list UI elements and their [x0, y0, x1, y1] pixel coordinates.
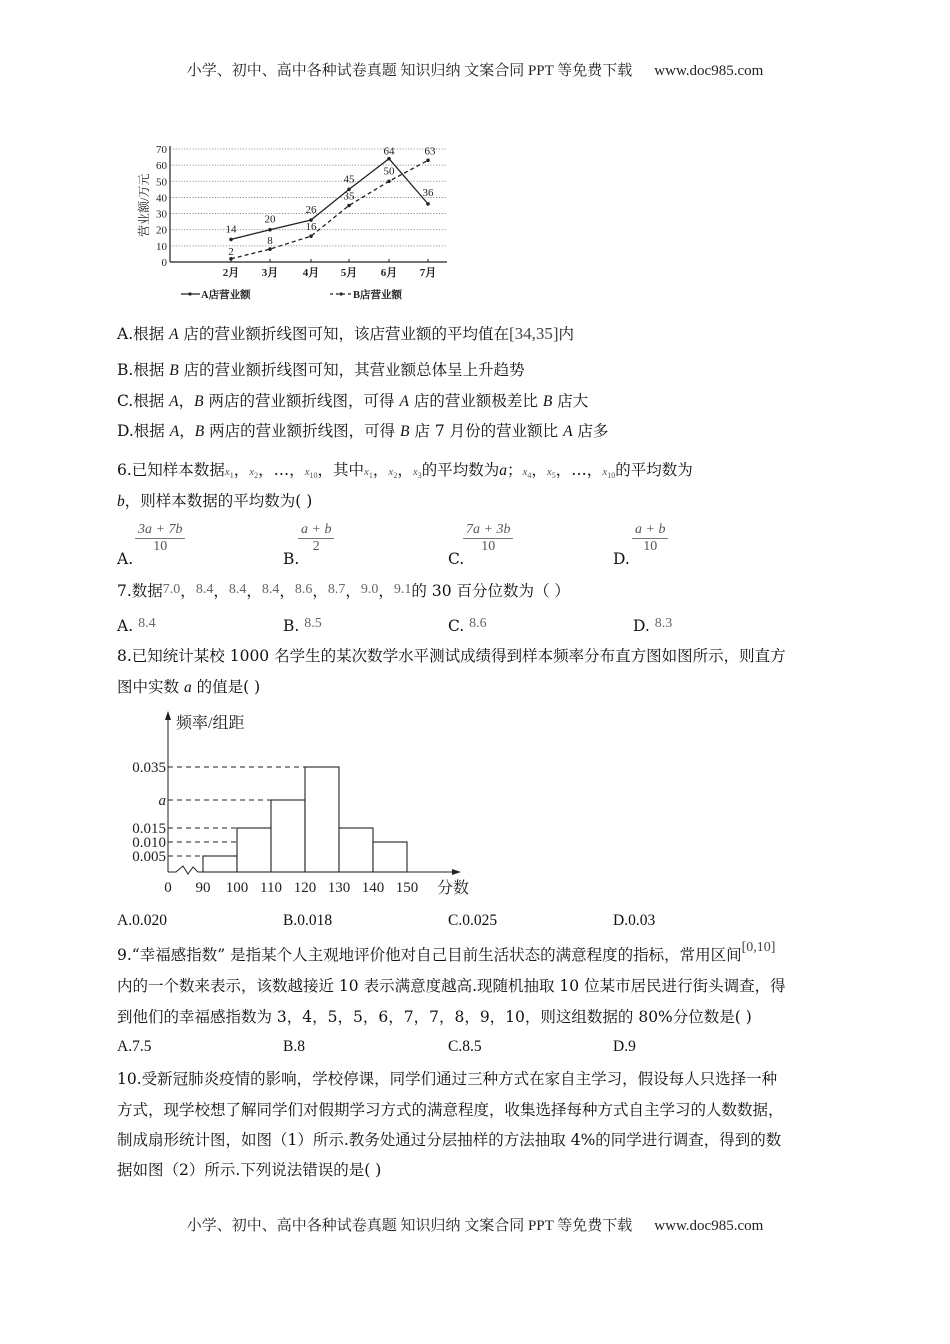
- q5-option-b: [117, 360, 525, 381]
- svg-text:150: 150: [395, 880, 419, 896]
- x4: $x_4$: [522, 466, 532, 481]
- fraction: $\frac{a + b}{2}$: [298, 522, 334, 555]
- svg-text:6月: 6月: [380, 267, 398, 279]
- q7-option-d: D. 8.3: [633, 616, 673, 635]
- text: ，则样本数据的平均数为( ): [124, 492, 313, 510]
- line-chart-sales: [130, 140, 460, 310]
- q8-option-c: C.0.025: [448, 912, 498, 929]
- y-axis-label: [136, 174, 151, 237]
- footer-text: 小学、初中、高中各种试卷真题 知识归纳 文案合同 PPT 等免费下载: [186, 1218, 633, 1234]
- text: 两店的营业额折线图，可得: [203, 392, 400, 410]
- text: B.根据: [117, 361, 170, 379]
- var: B: [194, 423, 205, 440]
- var: A: [563, 423, 573, 440]
- svg-text:20: 20: [156, 224, 167, 237]
- q10-stem-line3: 制成扇形统计图，如图（1）所示.教务处通过分层抽样的方法抽取 4%的同学进行调查，得到的数: [117, 1131, 782, 1149]
- svg-text:a: a: [158, 793, 166, 809]
- svg-text:2月: 2月: [222, 267, 240, 279]
- var: a: [183, 679, 192, 696]
- text: 7.数据: [117, 582, 163, 600]
- q5-option-c: [117, 391, 588, 412]
- interval-34-35: [34,35]: [508, 324, 559, 343]
- svg-text:分数: 分数: [436, 880, 470, 897]
- text: D.根据: [117, 422, 170, 440]
- fraction: $\frac{3a + 7b}{10}$: [135, 522, 185, 555]
- fraction: $\frac{7a + 3b}{10}$: [463, 522, 513, 555]
- svg-text:0: 0: [164, 880, 172, 896]
- q9-option-c: C.8.5: [448, 1038, 482, 1055]
- q7-stem: [117, 581, 570, 603]
- text: C.根据: [117, 392, 170, 410]
- q10-stem-line2: 方式，现学校想了解同学们对假期学习方式的满意程度，收集选择每种方式自主学习的人数数据，: [117, 1101, 784, 1119]
- var: B: [194, 393, 204, 410]
- svg-text:70: 70: [156, 144, 167, 156]
- page-header: [0, 59, 950, 80]
- data-value: 7.0: [162, 582, 181, 597]
- svg-text:8: 8: [267, 235, 273, 248]
- var: B: [400, 423, 410, 440]
- x2: $x_2$: [249, 466, 259, 481]
- q8-option-a: A.0.020: [117, 912, 167, 929]
- y-tick-labels: [156, 144, 168, 269]
- svg-text:3月: 3月: [261, 267, 279, 279]
- svg-text:50: 50: [156, 176, 167, 189]
- svg-text:30: 30: [156, 208, 167, 221]
- x3: $x_3$: [412, 466, 422, 481]
- svg-text:20: 20: [264, 213, 276, 226]
- text: 的平均数为: [421, 461, 500, 479]
- text: 9.“幸福感指数” 是指某个人主观地评价他对自己目前生活状态的满意程度的指标，常用区间: [117, 946, 742, 964]
- x10: $x_{10}$: [304, 466, 318, 481]
- svg-text:110: 110: [260, 880, 282, 896]
- svg-text:10: 10: [156, 240, 167, 253]
- svg-text:0.005: 0.005: [132, 849, 166, 865]
- histogram-bar: [237, 828, 271, 872]
- q7-option-b: B. 8.5: [283, 616, 322, 635]
- svg-text:7月: 7月: [419, 267, 437, 279]
- data-value: 9.0: [360, 582, 379, 597]
- text: ，: [178, 392, 195, 410]
- q6-stem-line2: [117, 491, 312, 512]
- svg-text:60: 60: [156, 160, 167, 173]
- q10-stem-line1: 10.受新冠肺炎疫情的影响，学校停课，同学们通过三种方式在家自主学习，假设每人只选择一种: [117, 1070, 778, 1088]
- data-value: 8.4: [195, 582, 214, 597]
- q6-option-c: C.: [448, 550, 465, 568]
- text: ，其中: [317, 461, 365, 479]
- x1: $x_1$: [364, 466, 373, 481]
- data-value: 8.6: [294, 582, 313, 597]
- text: 店的营业额极差比: [408, 392, 543, 410]
- histogram-bar: [373, 842, 407, 872]
- svg-text:26: 26: [305, 204, 317, 217]
- svg-text:频率/组距: 频率/组距: [176, 715, 245, 732]
- svg-text:0: 0: [161, 257, 167, 269]
- svg-text:40: 40: [156, 192, 167, 205]
- text: 图中实数: [117, 678, 184, 696]
- q8-stem-line1: 8.已知统计某校 1000 名学生的某次数学水平测试成绩得到样本频率分布直方图如图所示，则直方: [117, 647, 786, 665]
- svg-text:0.010: 0.010: [132, 835, 166, 851]
- svg-text:140: 140: [361, 880, 385, 896]
- var: B: [542, 393, 553, 410]
- header-url: www.doc985.com: [654, 63, 764, 79]
- histogram-bar: [305, 767, 339, 872]
- var: A: [169, 423, 180, 440]
- svg-text:120: 120: [293, 880, 317, 896]
- data-value: 8.4: [261, 582, 280, 597]
- text: 的 30 百分位数为（ ）: [411, 582, 570, 600]
- q5-option-a: [117, 324, 574, 345]
- histogram-bar: [203, 856, 237, 872]
- var: A: [399, 393, 409, 410]
- svg-text:2: 2: [228, 245, 234, 258]
- text: 店多: [572, 422, 609, 440]
- page-footer: [0, 1214, 950, 1235]
- svg-text:35: 35: [343, 190, 355, 203]
- histogram-bar: [339, 828, 373, 872]
- svg-text:100: 100: [225, 880, 249, 896]
- data-value: 8.4: [228, 582, 247, 597]
- chart-legend: [181, 288, 403, 301]
- var: A: [169, 326, 179, 343]
- q7-values: 7.0，8.4，8.4，8.4，8.6，8.7，9.0，9.1: [162, 582, 412, 600]
- histogram-bar: [271, 800, 305, 872]
- text: 的值是( ): [191, 678, 261, 696]
- var: B: [169, 362, 179, 379]
- chart-series: [226, 145, 437, 260]
- svg-text:14: 14: [225, 223, 237, 236]
- q6-option-a: A.: [117, 550, 134, 568]
- q6-option-d: D.: [613, 550, 630, 568]
- text: A.根据: [117, 325, 170, 343]
- histogram-scores: [110, 705, 490, 905]
- q9-option-d: D.9: [613, 1038, 636, 1055]
- q6-option-b: B.: [283, 550, 300, 568]
- text: 店的营业额折线图可知，其营业额总体呈上升趋势: [178, 361, 525, 379]
- x1: $x_1$: [224, 466, 234, 481]
- q9-option-a: A.7.5: [117, 1038, 152, 1055]
- svg-text:90: 90: [195, 880, 211, 896]
- q8-option-b: B.0.018: [283, 912, 333, 929]
- text: ；: [506, 461, 523, 479]
- svg-text:0.015: 0.015: [132, 821, 166, 837]
- q10-stem-line4: 据如图（2）所示.下列说法错误的是( ): [117, 1161, 382, 1179]
- text: 店 7 月份的营业额比: [409, 422, 564, 440]
- svg-text:4月: 4月: [302, 267, 320, 279]
- x2: $x_2$: [388, 466, 398, 481]
- text: 内: [558, 325, 575, 343]
- q7-option-a: A. 8.4: [117, 616, 156, 635]
- data-value: 9.1: [393, 582, 412, 597]
- q7-option-c: C. 8.6: [448, 616, 487, 635]
- svg-text:63: 63: [424, 145, 436, 158]
- q9-option-b: B.8: [283, 1038, 305, 1055]
- text: 6.已知样本数据: [117, 461, 225, 479]
- svg-text:50: 50: [383, 165, 395, 178]
- svg-text:45: 45: [343, 173, 355, 186]
- fraction: $\frac{a + b}{10}$: [632, 522, 668, 555]
- var: A: [169, 393, 179, 410]
- svg-text:64: 64: [383, 145, 395, 158]
- q9-stem-line3: 到他们的幸福感指数为 3，4，5，5，6，7，7，8，9，10，则这组数据的 80%分位数是( ): [117, 1008, 752, 1026]
- x5: $x_5$: [546, 466, 556, 481]
- header-text: 小学、初中、高中各种试卷真题 知识归纳 文案合同 PPT 等免费下载: [186, 63, 633, 79]
- text: 的平均数为: [615, 461, 693, 479]
- text: 店大: [552, 392, 589, 410]
- text: 两店的营业额折线图，可得: [204, 422, 401, 440]
- text: 店的营业额折线图可知，该店营业额的平均值在: [178, 325, 509, 343]
- svg-text:16: 16: [305, 221, 317, 234]
- data-value: 8.7: [327, 582, 346, 597]
- q6-stem-line1: 6.已知样本数据$x_1$，$x_2$，…，$x_{10}$，其中$x_1$，$x_2$，$x_3$的平均数为a；$x_4$，$x_5$，…，$x_{10}$的平均数为: [117, 461, 693, 481]
- q8-option-d: D.0.03: [613, 912, 656, 929]
- svg-text:130: 130: [327, 880, 351, 896]
- q9-stem-line1: [117, 940, 776, 967]
- legend-b-label: B店营业额: [353, 290, 403, 301]
- x10: $x_{10}$: [602, 466, 616, 481]
- footer-url: www.doc985.com: [654, 1218, 764, 1234]
- legend-a-label: A店营业额: [201, 290, 251, 301]
- q5-option-d: [117, 421, 609, 442]
- svg-text:0.035: 0.035: [132, 760, 166, 776]
- text: ，: [179, 422, 195, 440]
- q9-stem-line2: 内的一个数来表示，该数越接近 10 表示满意度越高.现随机抽取 10 位某市居民进行街头调查，得: [117, 977, 786, 995]
- interval-0-10: [0,10]: [741, 940, 776, 955]
- q8-stem-line2: [117, 677, 260, 698]
- svg-text:营业额/万元: 营业额/万元: [137, 173, 151, 237]
- svg-text:5月: 5月: [340, 267, 358, 279]
- svg-text:36: 36: [422, 186, 434, 199]
- var: a: [499, 462, 507, 479]
- var: b: [117, 493, 125, 510]
